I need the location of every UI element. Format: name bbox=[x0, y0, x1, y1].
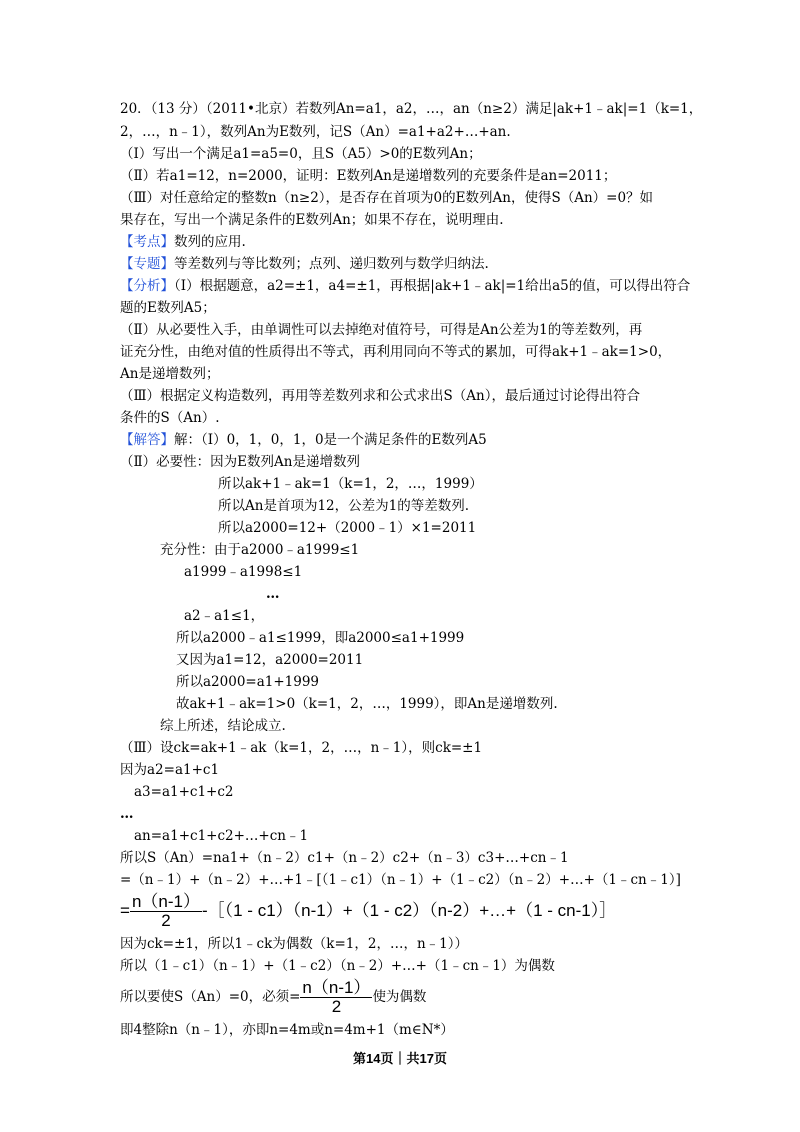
fraction-denominator-b: 2 bbox=[331, 997, 342, 1016]
fenxi-line-2: 题的E数列A5； bbox=[120, 300, 216, 316]
jieda-line-16: 因为a2=a1+c1 bbox=[120, 762, 220, 778]
jieda-line-8: … bbox=[266, 586, 280, 602]
jieda-line-12: 所以a2000=a1+1999 bbox=[176, 674, 320, 690]
jieda-line-6: 充分性：由于a2000﹣a1999≤1 bbox=[160, 542, 360, 558]
fenxi-tag: 【分析】 bbox=[120, 278, 174, 294]
fenxi-line-5: An是递增数列； bbox=[120, 366, 220, 382]
equation-rest: -［（1 - c1）（n-1）+（1 - c2）（n-2）+…+（1 - cn-1）］ bbox=[201, 901, 617, 920]
kaodian-line bbox=[120, 232, 246, 252]
jieda-line-11: 又因为a1=12，a2000=2011 bbox=[176, 652, 364, 668]
jieda-line-3: 所以ak+1﹣ak=1（k=1，2，…，1999） bbox=[218, 476, 483, 492]
line-25-suffix: 使为偶数 bbox=[372, 989, 427, 1005]
kaodian-tag: 【考点】 bbox=[120, 234, 174, 250]
fenxi-line-6: （Ⅲ）根据定义构造数列，再用等差数列求和公式求出S（An），最后通过讨论得出符合 bbox=[120, 388, 640, 404]
jieda-line-14: 综上所述，结论成立. bbox=[160, 718, 286, 734]
jieda-line-24: 所以（1﹣c1）（n﹣1）+（1﹣c2）（n﹣2）+…+（1﹣cn﹣1）为偶数 bbox=[120, 958, 555, 974]
jieda-line-1 bbox=[120, 430, 487, 450]
jieda-line-25 bbox=[120, 978, 426, 1016]
equals-sign: = bbox=[120, 901, 130, 920]
jieda-line-19: an=a1+c1+c2+…+cn﹣1 bbox=[134, 828, 309, 844]
jieda-line-9: a2﹣a1≤1， bbox=[184, 608, 265, 624]
problem-part-1: （Ⅰ）写出一个满足a1=a5=0，且S（A5）>0的E数列An； bbox=[120, 146, 482, 162]
page-footer: 第14页｜共17页 bbox=[353, 1051, 447, 1066]
jieda-line-17: a3=a1+c1+c2 bbox=[134, 784, 234, 800]
problem-line-1: 20．（13 分）（2011•北京）若数列An=a1，a2，…，an（n≥2）满足|ak+1﹣ak|=1（k=1， bbox=[120, 101, 703, 117]
zhuanti-line bbox=[120, 254, 489, 274]
jieda-line-5: 所以a2000=12+（2000﹣1）×1=2011 bbox=[218, 520, 477, 536]
zhuanti-tag: 【专题】 bbox=[120, 256, 174, 272]
jieda-line-20: 所以S（An）=na1+（n﹣2）c1+（n﹣2）c2+（n﹣3）c3+…+cn﹣1 bbox=[120, 850, 569, 866]
fraction-numerator-b: n（n-1） bbox=[302, 978, 371, 997]
jieda-line-15: （Ⅲ）设ck=ak+1﹣ak（k=1，2，…，n﹣1），则ck=±1 bbox=[120, 740, 483, 756]
zhuanti-text: 等差数列与等比数列；点列、递归数列与数学归纳法. bbox=[174, 256, 489, 272]
jieda-line-4: 所以An是首项为12，公差为1的等差数列. bbox=[218, 498, 470, 514]
line-25-prefix: 所以要使S（An）=0，必须= bbox=[120, 989, 301, 1005]
jieda-line-18: … bbox=[120, 806, 134, 822]
jieda-line-23: 因为ck=±1，所以1﹣ck为偶数（k=1，2，…，n﹣1）） bbox=[120, 936, 468, 952]
fenxi-line-7: 条件的S（An）. bbox=[120, 410, 220, 426]
jieda-tag: 【解答】 bbox=[120, 432, 174, 448]
fraction-n-n-minus-1-over-2 bbox=[130, 893, 202, 930]
jieda-text-1: 解：（Ⅰ）0，1，0，1，0是一个满足条件的E数列A5 bbox=[174, 432, 487, 448]
jieda-line-26: 即4整除n（n﹣1），亦即n=4m或n=4m+1（m∈N*） bbox=[120, 1022, 454, 1038]
jieda-line-2: （Ⅱ）必要性：因为E数列An是递增数列 bbox=[120, 454, 360, 470]
jieda-line-22 bbox=[120, 892, 616, 930]
fenxi-text-1: （Ⅰ）根据题意，a2=±1，a4=±1，再根据|ak+1﹣ak|=1给出a5的值，可以得出符合 bbox=[174, 278, 691, 294]
problem-line-2: 2，…，n﹣1），数列An为E数列，记S（An）=a1+a2+…+an. bbox=[120, 124, 511, 140]
jieda-line-13: 故ak+1﹣ak=1>0（k=1，2，…，1999），即An是递增数列. bbox=[176, 696, 558, 712]
fraction-numerator: n（n-1） bbox=[131, 892, 200, 912]
problem-part-3b: 果存在，写出一个满足条件的E数列An；如果不存在，说明理由. bbox=[120, 212, 504, 228]
problem-part-3a: （Ⅲ）对任意给定的整数n（n≥2），是否存在首项为0的E数列An，使得S（An）=0？如 bbox=[120, 190, 654, 206]
kaodian-text: 数列的应用. bbox=[174, 234, 246, 250]
jieda-line-21: =（n﹣1）+（n﹣2）+…+1﹣[（1﹣c1）（n﹣1）+（1﹣c2）（n﹣2）+…+（1﹣cn﹣1）] bbox=[120, 872, 681, 888]
jieda-line-10: 所以a2000﹣a1≤1999，即a2000≤a1+1999 bbox=[176, 630, 465, 646]
jieda-line-7: a1999﹣a1998≤1 bbox=[184, 564, 303, 580]
fenxi-line-1 bbox=[120, 276, 690, 296]
fenxi-line-3: （Ⅱ）从必要性入手，由单调性可以去掉绝对值符号，可得是An公差为1的等差数列，再 bbox=[120, 322, 643, 338]
fenxi-line-4: 证充分性，由绝对值的性质得出不等式，再利用同向不等式的累加，可得ak+1﹣ak=1>0， bbox=[120, 344, 672, 360]
problem-part-2: （Ⅱ）若a1=12，n=2000，证明：E数列An是递增数列的充要条件是an=2011； bbox=[120, 168, 617, 184]
fraction-denominator: 2 bbox=[161, 911, 171, 931]
fraction-n-n-minus-1-over-2-b bbox=[300, 979, 372, 1016]
